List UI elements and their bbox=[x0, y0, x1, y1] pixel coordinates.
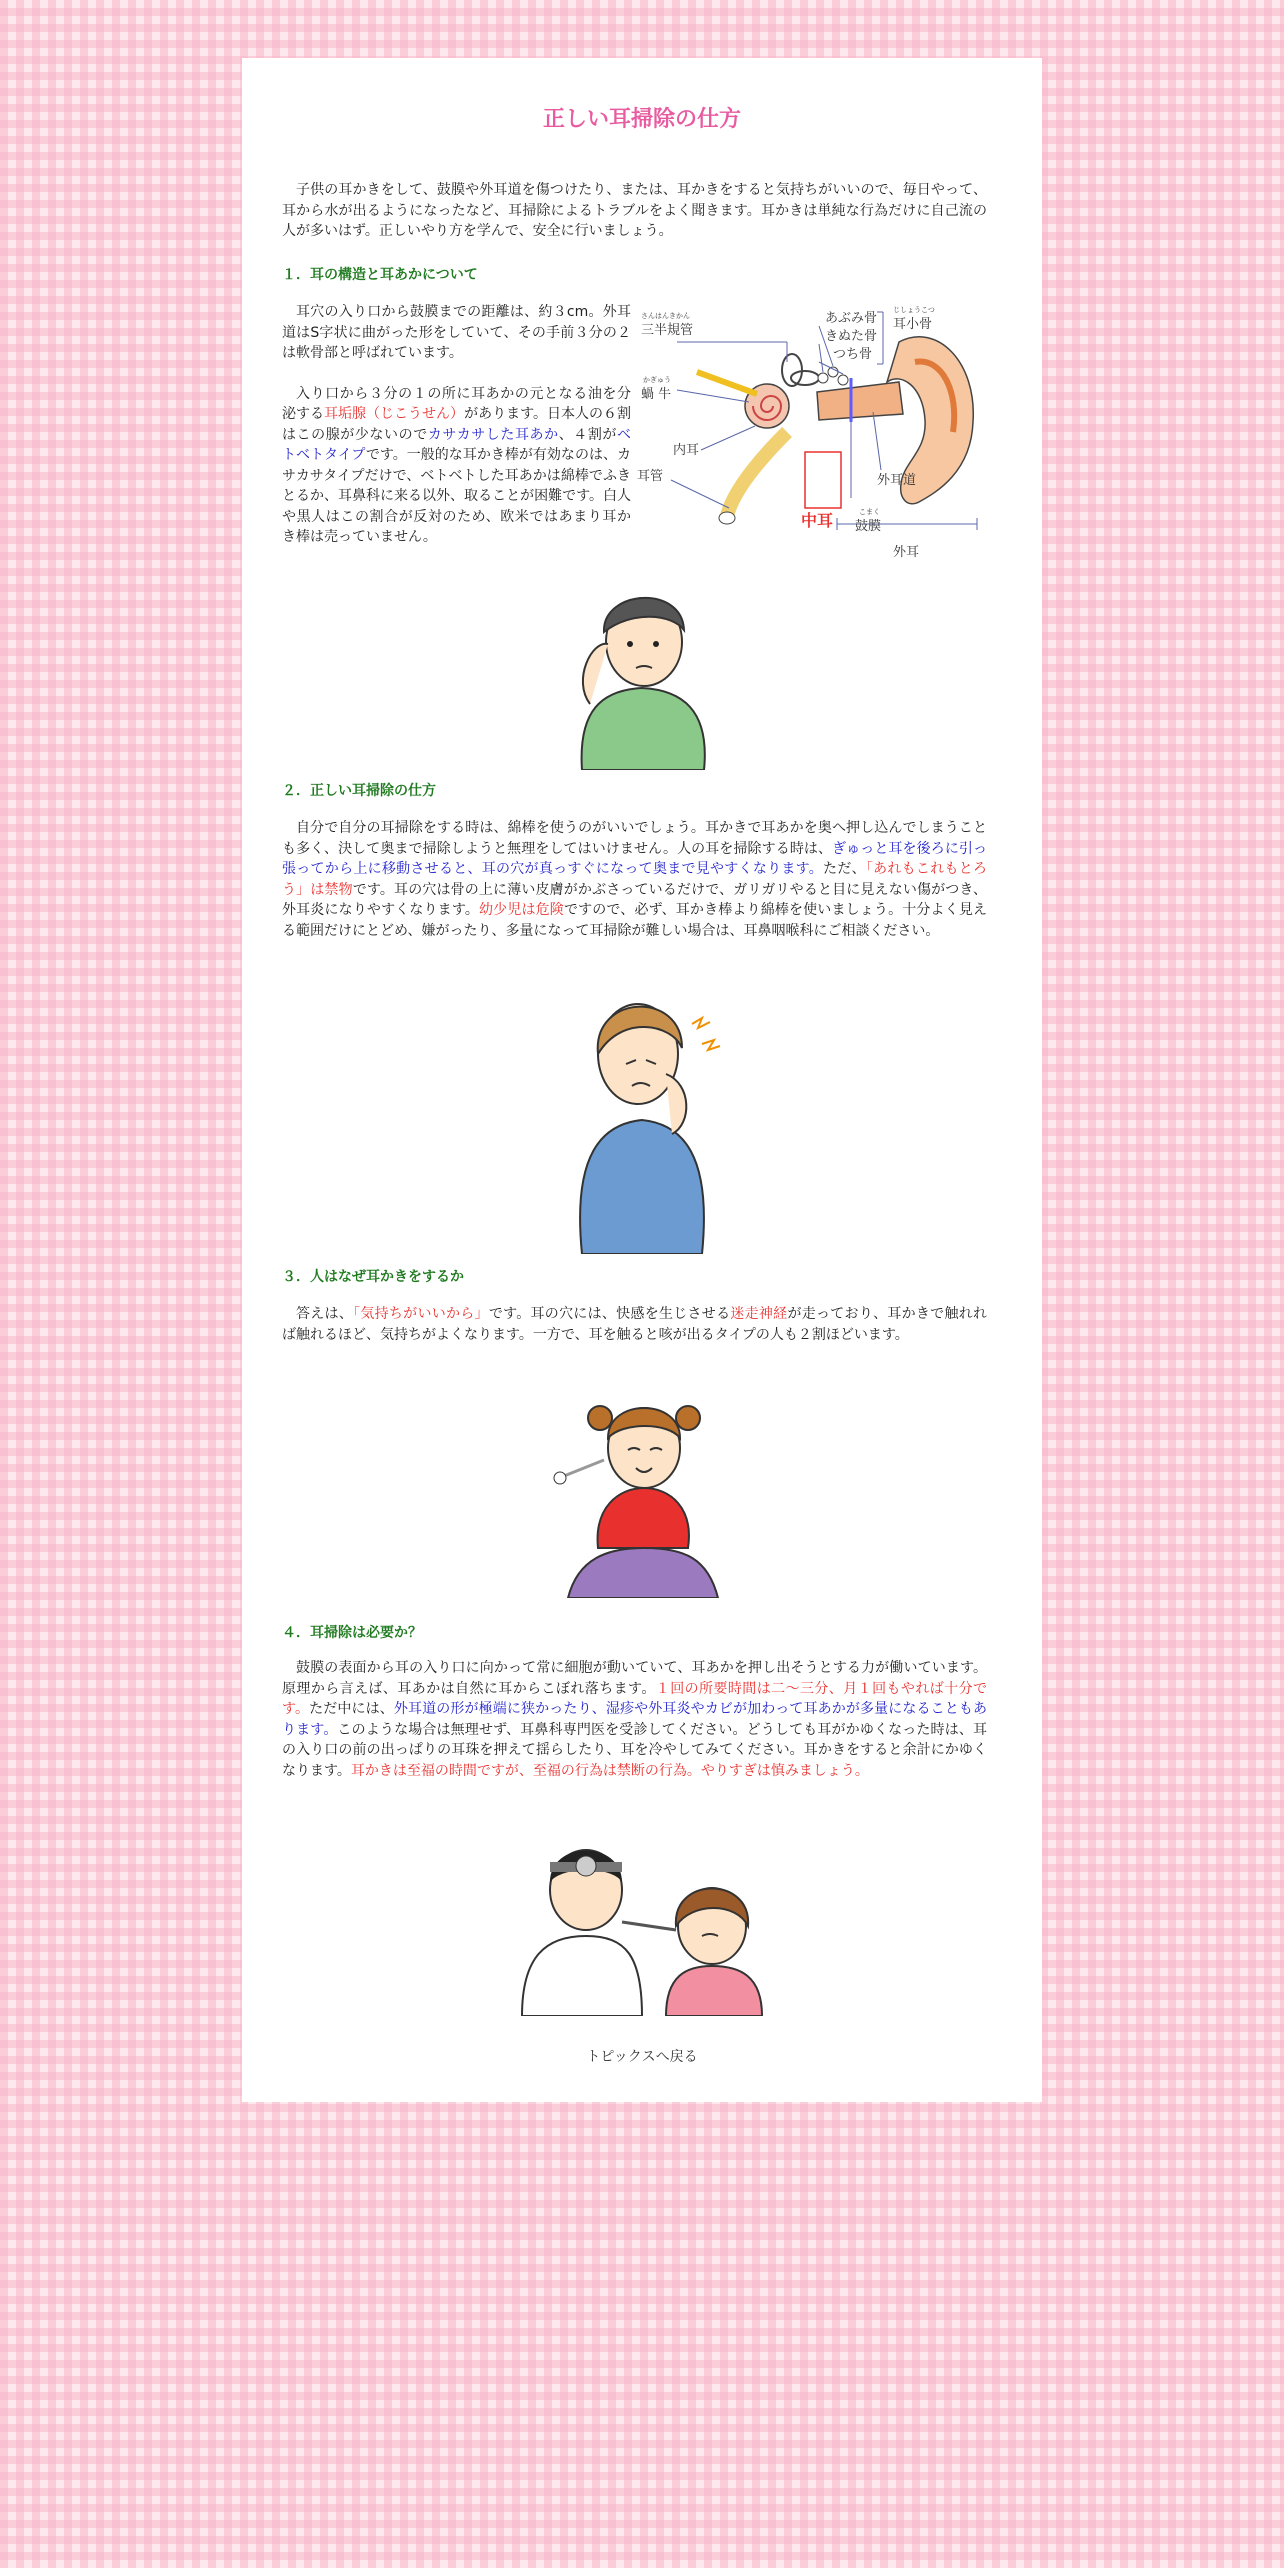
emphasis-red: 「あれもこれもとろう」は禁物 bbox=[282, 861, 987, 898]
label-jishoukotsu-ruby: じしょうこつ bbox=[893, 306, 935, 314]
emphasis-blue: カサカサした耳あか bbox=[427, 426, 559, 443]
emphasis-blue: ぎゅっと耳を後ろに引っ張ってから上に移動させると、耳の穴が真っすぐになって奥まで見やすくなります。 bbox=[282, 840, 987, 877]
label-gaijidou: 外耳道 bbox=[877, 473, 917, 488]
label-naiji: 内耳 bbox=[673, 443, 700, 458]
illustration-ear-pain bbox=[542, 984, 752, 1254]
label-abumi: あぶみ骨 bbox=[825, 311, 878, 326]
text-fragment: 、４割が bbox=[558, 426, 618, 443]
section-3-paragraph bbox=[282, 1304, 987, 1345]
emphasis-red: 迷走神経 bbox=[730, 1306, 788, 1322]
section-2-body bbox=[282, 818, 987, 941]
emphasis-red: 耳かきは至福の時間ですが、至福の行為は禁断の行為。やりすぎは慎みましょう。 bbox=[350, 1762, 869, 1779]
emphasis-blue: ベトベトタイプ bbox=[282, 426, 632, 463]
intro-block bbox=[282, 180, 987, 242]
content-card bbox=[242, 58, 1042, 2102]
label-gaiji: 外耳 bbox=[893, 545, 920, 560]
label-tsuchi: つち骨 bbox=[833, 347, 873, 362]
text-fragment: 鼓膜の表面から耳の入り口に向かって常に細胞が動いていて、耳あかを押し出そうとする力が働いています。原理から言えば、耳あかは自然に耳からこぼれ落ちます。 bbox=[282, 1660, 987, 1697]
page-title: 正しい耳掃除の仕方 bbox=[542, 107, 741, 132]
section-1 bbox=[282, 264, 987, 284]
text-fragment: ただ、 bbox=[823, 861, 866, 877]
label-komaku: 鼓膜 bbox=[855, 519, 882, 534]
emphasis-blue: 外耳道の形が極端に狭かったり、湿疹や外耳炎やカビが加わって耳あかが多量になることもあります。 bbox=[282, 1701, 987, 1738]
text-fragment: です。一般的な耳かき棒が有効なのは、カサカサタイプだけで、ベトベトした耳あかは綿棒でふきとるか、耳鼻科に来る以外、取ることが困難です。白人や黒人はこの割合が反対のため、欧米ではあまり耳かき棒は売っていません。 bbox=[282, 447, 631, 545]
text-fragment: このような場合は無理せず、耳鼻科専門医を受診してください。どうしても耳がかゆくなった時は、耳の入り口の前の出っぱりの耳珠を押えて揺らしたり、耳を冷やしてみてください。耳かきをすると余計にかゆくなります。 bbox=[282, 1721, 987, 1779]
section-4-paragraph bbox=[282, 1658, 987, 1781]
intro-paragraph: 子供の耳かきをして、鼓膜や外耳道を傷つけたり、または、耳かきをすると気持ちがいいので、毎日やって、耳から水が出るようになったなど、耳掃除によるトラブルをよく聞きます。耳かきは単純な行為だけに自己流の人が多いはず。正しいやり方を学んで、安全に行いましょう。 bbox=[282, 182, 987, 239]
text-fragment: 答えは、 bbox=[296, 1306, 354, 1322]
section-3-body bbox=[282, 1304, 987, 1345]
emphasis-red: 「気持ちがいいから」 bbox=[353, 1306, 489, 1322]
section-2-heading: ２．正しい耳掃除の仕方 bbox=[282, 783, 436, 799]
section-3 bbox=[282, 1266, 987, 1286]
label-jishoukotsu: 耳小骨 bbox=[893, 317, 933, 332]
label-sanhankikan-ruby: さんはんきかん bbox=[641, 312, 690, 320]
label-jikan: 耳管 bbox=[637, 469, 664, 484]
section-2 bbox=[282, 780, 987, 800]
ear-structure-diagram bbox=[637, 302, 987, 564]
emphasis-red: 幼少児は危険 bbox=[479, 902, 564, 918]
label-kagyu-ruby: かぎゅう bbox=[643, 376, 671, 384]
text-fragment: 入り口から３分の１の所に耳あかの元となる油を分泌する bbox=[282, 385, 631, 422]
section-4 bbox=[282, 1622, 987, 1642]
section-4-body bbox=[282, 1658, 987, 1781]
text-fragment: が走っており、耳かきで触れれば触れるほど、気持ちがよくなります。一方で、耳を触ると咳が出るタイプの人も２割ほどいます。 bbox=[282, 1306, 988, 1343]
section-3-heading: ３．人はなぜ耳かきをするか bbox=[282, 1269, 464, 1285]
text-fragment: ただ中には、 bbox=[309, 1701, 394, 1717]
footer bbox=[242, 2046, 1042, 2066]
text-fragment: ですので、必ず、耳かき棒より綿棒を使いましょう。十分よく見える範囲だけにとどめ、嫌がったり、多量になって耳掃除が難しい場合は、耳鼻咽喉科にご相談ください。 bbox=[282, 902, 987, 939]
section-4-heading: ４．耳掃除は必要か？ bbox=[282, 1625, 422, 1641]
section-1-body bbox=[282, 302, 987, 564]
section-1-heading: １．耳の構造と耳あかについて bbox=[282, 267, 478, 283]
label-chuji: 中耳 bbox=[801, 511, 834, 530]
label-sanhankikan: 三半規管 bbox=[641, 323, 694, 338]
label-komaku-ruby: こまく bbox=[859, 508, 880, 516]
text-fragment: があります。日本人の６割はこの腺が少ないので bbox=[282, 406, 631, 443]
text-fragment: です。耳の穴には、快感を生じさせる bbox=[488, 1306, 731, 1322]
label-kagyu: 蝸 牛 bbox=[641, 387, 672, 402]
emphasis-red: １回の所要時間は二～三分、月１回もやれば十分です。 bbox=[282, 1680, 987, 1717]
section-1-paragraph-1: 耳穴の入り口から鼓膜までの距離は、約３cm。外耳道はS字状に曲がった形をしていて、その手前３分の２は軟骨部と呼ばれています。 bbox=[282, 304, 631, 361]
label-kinuta: きぬた骨 bbox=[825, 329, 878, 344]
emphasis-red: 耳垢腺（じこうせん） bbox=[324, 406, 465, 422]
back-to-topics-link[interactable]: トピックスへ戻る bbox=[586, 2049, 698, 2065]
illustration-doctor-exam bbox=[516, 1826, 776, 2016]
section-2-paragraph bbox=[282, 818, 987, 941]
text-fragment: です。耳の穴は骨の上に薄い皮膚がかぶさっているだけで、ガリガリやると目に見えない傷がつき、外耳炎になりやすくなります。 bbox=[282, 881, 988, 918]
illustration-girl-earpick bbox=[538, 1388, 748, 1598]
text-fragment: 自分で自分の耳掃除をする時は、綿棒を使うのがいいでしょう。耳かきで耳あかを奥へ押し込んでしまうことも多く、決して奥まで掃除しようと無理をしてはいけません。人の耳を掃除する時は、 bbox=[282, 820, 987, 857]
illustration-boy-thinking bbox=[542, 570, 742, 770]
